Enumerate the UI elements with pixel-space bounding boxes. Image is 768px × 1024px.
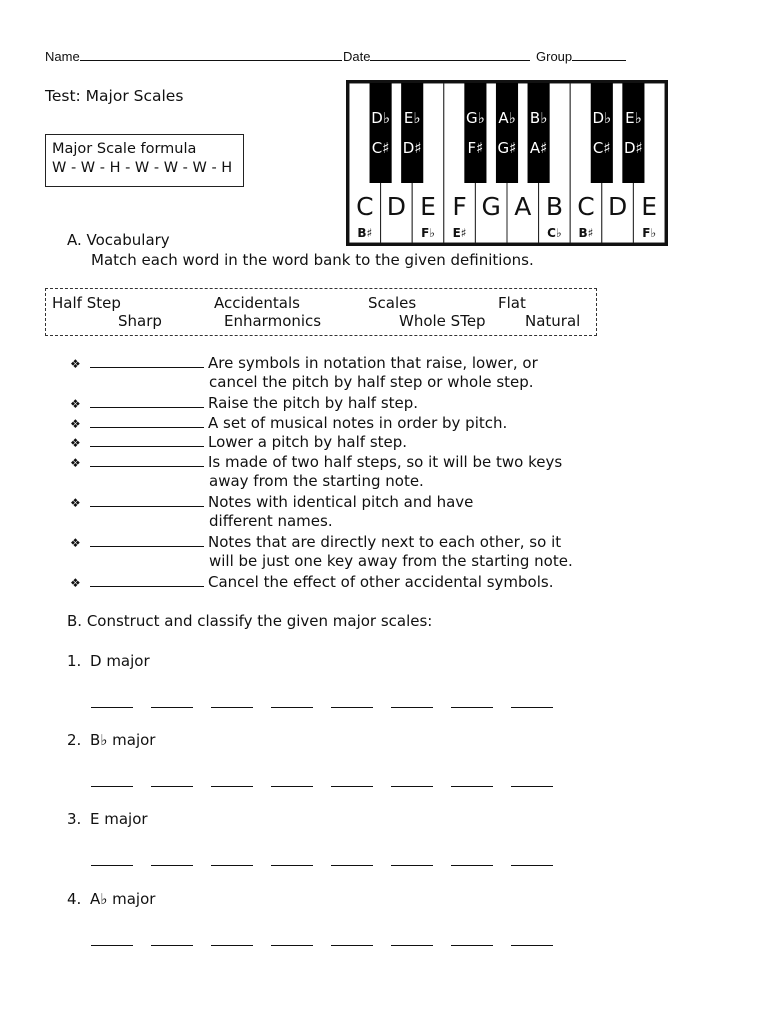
white-key-label: E (641, 192, 658, 221)
black-key (528, 83, 550, 183)
note-answer-blank[interactable] (511, 865, 553, 866)
white-key-enharmonic-label: E♯ (452, 226, 467, 240)
piano-keyboard (346, 80, 668, 246)
formula-heading: Major Scale formula (52, 141, 197, 157)
scale-name: E major (90, 810, 148, 828)
name-field[interactable] (45, 48, 342, 64)
black-key-sharp-label: F♯ (467, 139, 484, 157)
note-answer-blank[interactable] (211, 945, 253, 946)
word-bank-item: Whole STep (399, 312, 486, 330)
white-key-label: G (481, 192, 501, 221)
note-answer-blank[interactable] (331, 945, 373, 946)
word-bank-item: Half Step (52, 294, 121, 312)
definition-text: A set of musical notes in order by pitch. (208, 414, 508, 432)
word-bank-item: Flat (498, 294, 526, 312)
answer-blank[interactable] (90, 353, 204, 368)
note-answer-blank[interactable] (511, 707, 553, 708)
definition-text: Cancel the effect of other accidental symbols. (208, 573, 554, 591)
black-key-flat-label: E♭ (625, 109, 642, 127)
diamond-bullet-icon: ❖ (70, 417, 81, 431)
section-a-heading: A. Vocabulary (67, 231, 170, 249)
white-key-enharmonic-label: B♯ (357, 226, 373, 240)
note-answer-blank[interactable] (151, 865, 193, 866)
scale-number: 3. (67, 810, 82, 828)
diamond-bullet-icon: ❖ (70, 357, 81, 371)
answer-blank[interactable] (90, 492, 204, 507)
scale-item-title (67, 810, 148, 828)
note-answer-blank[interactable] (151, 707, 193, 708)
definition-text-continued: different names. (209, 512, 333, 530)
definition-text-continued: cancel the pitch by half step or whole step. (209, 373, 534, 391)
answer-blank[interactable] (90, 452, 204, 467)
note-answer-blank[interactable] (271, 786, 313, 787)
white-key-enharmonic-label: C♭ (547, 226, 562, 240)
white-key-label: E (420, 192, 436, 221)
answer-blank[interactable] (90, 413, 204, 428)
definition-item (70, 452, 562, 473)
scale-item-title (67, 731, 155, 749)
formula-box (45, 134, 244, 187)
answer-blank[interactable] (90, 432, 204, 447)
note-answer-blank[interactable] (391, 945, 433, 946)
word-bank-item: Enharmonics (224, 312, 322, 330)
note-answer-blank[interactable] (151, 786, 193, 787)
word-bank-item: Scales (368, 294, 417, 312)
definition-text-continued: will be just one key away from the starting note. (209, 552, 573, 570)
word-bank (45, 288, 597, 336)
definition-item (70, 492, 473, 513)
word-bank-item: Sharp (118, 312, 162, 330)
scale-number: 1. (67, 652, 82, 670)
black-key-sharp-label: G♯ (497, 139, 517, 157)
scale-name: B♭ major (90, 731, 156, 749)
definition-item (70, 413, 507, 434)
scale-name: D major (90, 652, 150, 670)
name-label: Name (45, 49, 80, 64)
black-key-sharp-label: C♯ (592, 139, 611, 157)
answer-blank[interactable] (90, 393, 204, 408)
note-answer-blank[interactable] (151, 945, 193, 946)
scale-item-title (67, 652, 150, 670)
definition-item (70, 353, 538, 374)
black-key (622, 83, 644, 183)
note-answer-blank[interactable] (451, 865, 493, 866)
note-answer-blank[interactable] (331, 786, 373, 787)
black-key-flat-label: D♭ (371, 109, 390, 127)
date-label: Date (343, 49, 371, 64)
definition-item (70, 532, 561, 553)
white-key-enharmonic-label: F♭ (421, 226, 435, 240)
diamond-bullet-icon: ❖ (70, 397, 81, 411)
black-key-sharp-label: D♯ (402, 139, 422, 157)
page-title: Test: Major Scales (45, 87, 184, 105)
white-key-enharmonic-label: F♭ (642, 226, 657, 240)
group-label: Group (536, 49, 573, 64)
definition-text-continued: away from the starting note. (209, 472, 424, 490)
black-key (496, 83, 518, 183)
note-answer-blank[interactable] (91, 786, 133, 787)
word-bank-item: Accidentals (214, 294, 300, 312)
definition-item (70, 572, 553, 593)
black-key-sharp-label: D♯ (623, 139, 643, 157)
black-key (591, 83, 613, 183)
black-key-sharp-label: C♯ (371, 139, 390, 157)
note-answer-blank[interactable] (511, 786, 553, 787)
note-answer-blank[interactable] (511, 945, 553, 946)
note-answer-blank[interactable] (331, 865, 373, 866)
section-a-instruction: Match each word in the word bank to the given definitions. (91, 251, 534, 269)
definition-text: Lower a pitch by half step. (208, 433, 408, 451)
white-key-label: A (514, 192, 532, 221)
white-key-label: D (386, 192, 407, 221)
note-answer-blank[interactable] (211, 786, 253, 787)
note-answer-blank[interactable] (271, 865, 313, 866)
black-key-flat-label: D♭ (592, 109, 612, 127)
scale-number: 2. (67, 731, 82, 749)
definition-text: Raise the pitch by half step. (208, 394, 419, 412)
definition-text: Notes with identical pitch and have (208, 493, 474, 511)
black-key-flat-label: E♭ (403, 109, 421, 127)
black-key-flat-label: A♭ (498, 109, 516, 127)
note-answer-blank[interactable] (211, 865, 253, 866)
diamond-bullet-icon: ❖ (70, 576, 81, 590)
white-key-label: C (577, 192, 595, 221)
black-key (370, 83, 392, 183)
definition-text: Are symbols in notation that raise, lower, or (208, 354, 538, 372)
note-answer-blank[interactable] (91, 707, 133, 708)
note-answer-blank[interactable] (271, 707, 313, 708)
formula-steps: W - W - H - W - W - W - H (52, 160, 233, 176)
note-answer-blank[interactable] (271, 945, 313, 946)
definition-item (70, 432, 407, 453)
note-answer-blank[interactable] (451, 945, 493, 946)
black-key-sharp-label: A♯ (529, 139, 548, 157)
black-key-flat-label: G♭ (466, 109, 485, 127)
white-key-label: F (452, 192, 467, 221)
scale-name: A♭ major (90, 890, 156, 908)
black-key (464, 83, 486, 183)
note-answer-blank[interactable] (331, 707, 373, 708)
white-key-label: D (607, 192, 628, 221)
definition-item (70, 393, 418, 414)
word-bank-item: Natural (525, 312, 581, 330)
scale-number: 4. (67, 890, 82, 908)
black-key-flat-label: B♭ (529, 109, 548, 127)
section-b-heading: B. Construct and classify the given major scales: (67, 612, 433, 630)
note-answer-blank[interactable] (451, 786, 493, 787)
note-answer-blank[interactable] (451, 707, 493, 708)
answer-blank[interactable] (90, 572, 204, 587)
group-field[interactable] (536, 48, 626, 64)
note-answer-blank[interactable] (91, 945, 133, 946)
diamond-bullet-icon: ❖ (70, 456, 81, 470)
white-key-enharmonic-label: B♯ (578, 226, 594, 240)
white-key-label: B (545, 192, 563, 221)
scale-item-title (67, 890, 155, 908)
diamond-bullet-icon: ❖ (70, 436, 81, 450)
definition-text: Is made of two half steps, so it will be two keys (208, 453, 563, 471)
diamond-bullet-icon: ❖ (70, 496, 81, 510)
note-answer-blank[interactable] (391, 865, 433, 866)
note-answer-blank[interactable] (391, 707, 433, 708)
definition-text: Notes that are directly next to each other, so it (208, 533, 562, 551)
piano-diagram (349, 83, 665, 243)
note-answer-blank[interactable] (391, 786, 433, 787)
diamond-bullet-icon: ❖ (70, 536, 81, 550)
date-field[interactable] (343, 48, 530, 64)
note-answer-blank[interactable] (211, 707, 253, 708)
black-key (401, 83, 423, 183)
white-key-label: C (356, 192, 374, 221)
note-answer-blank[interactable] (91, 865, 133, 866)
answer-blank[interactable] (90, 532, 204, 547)
